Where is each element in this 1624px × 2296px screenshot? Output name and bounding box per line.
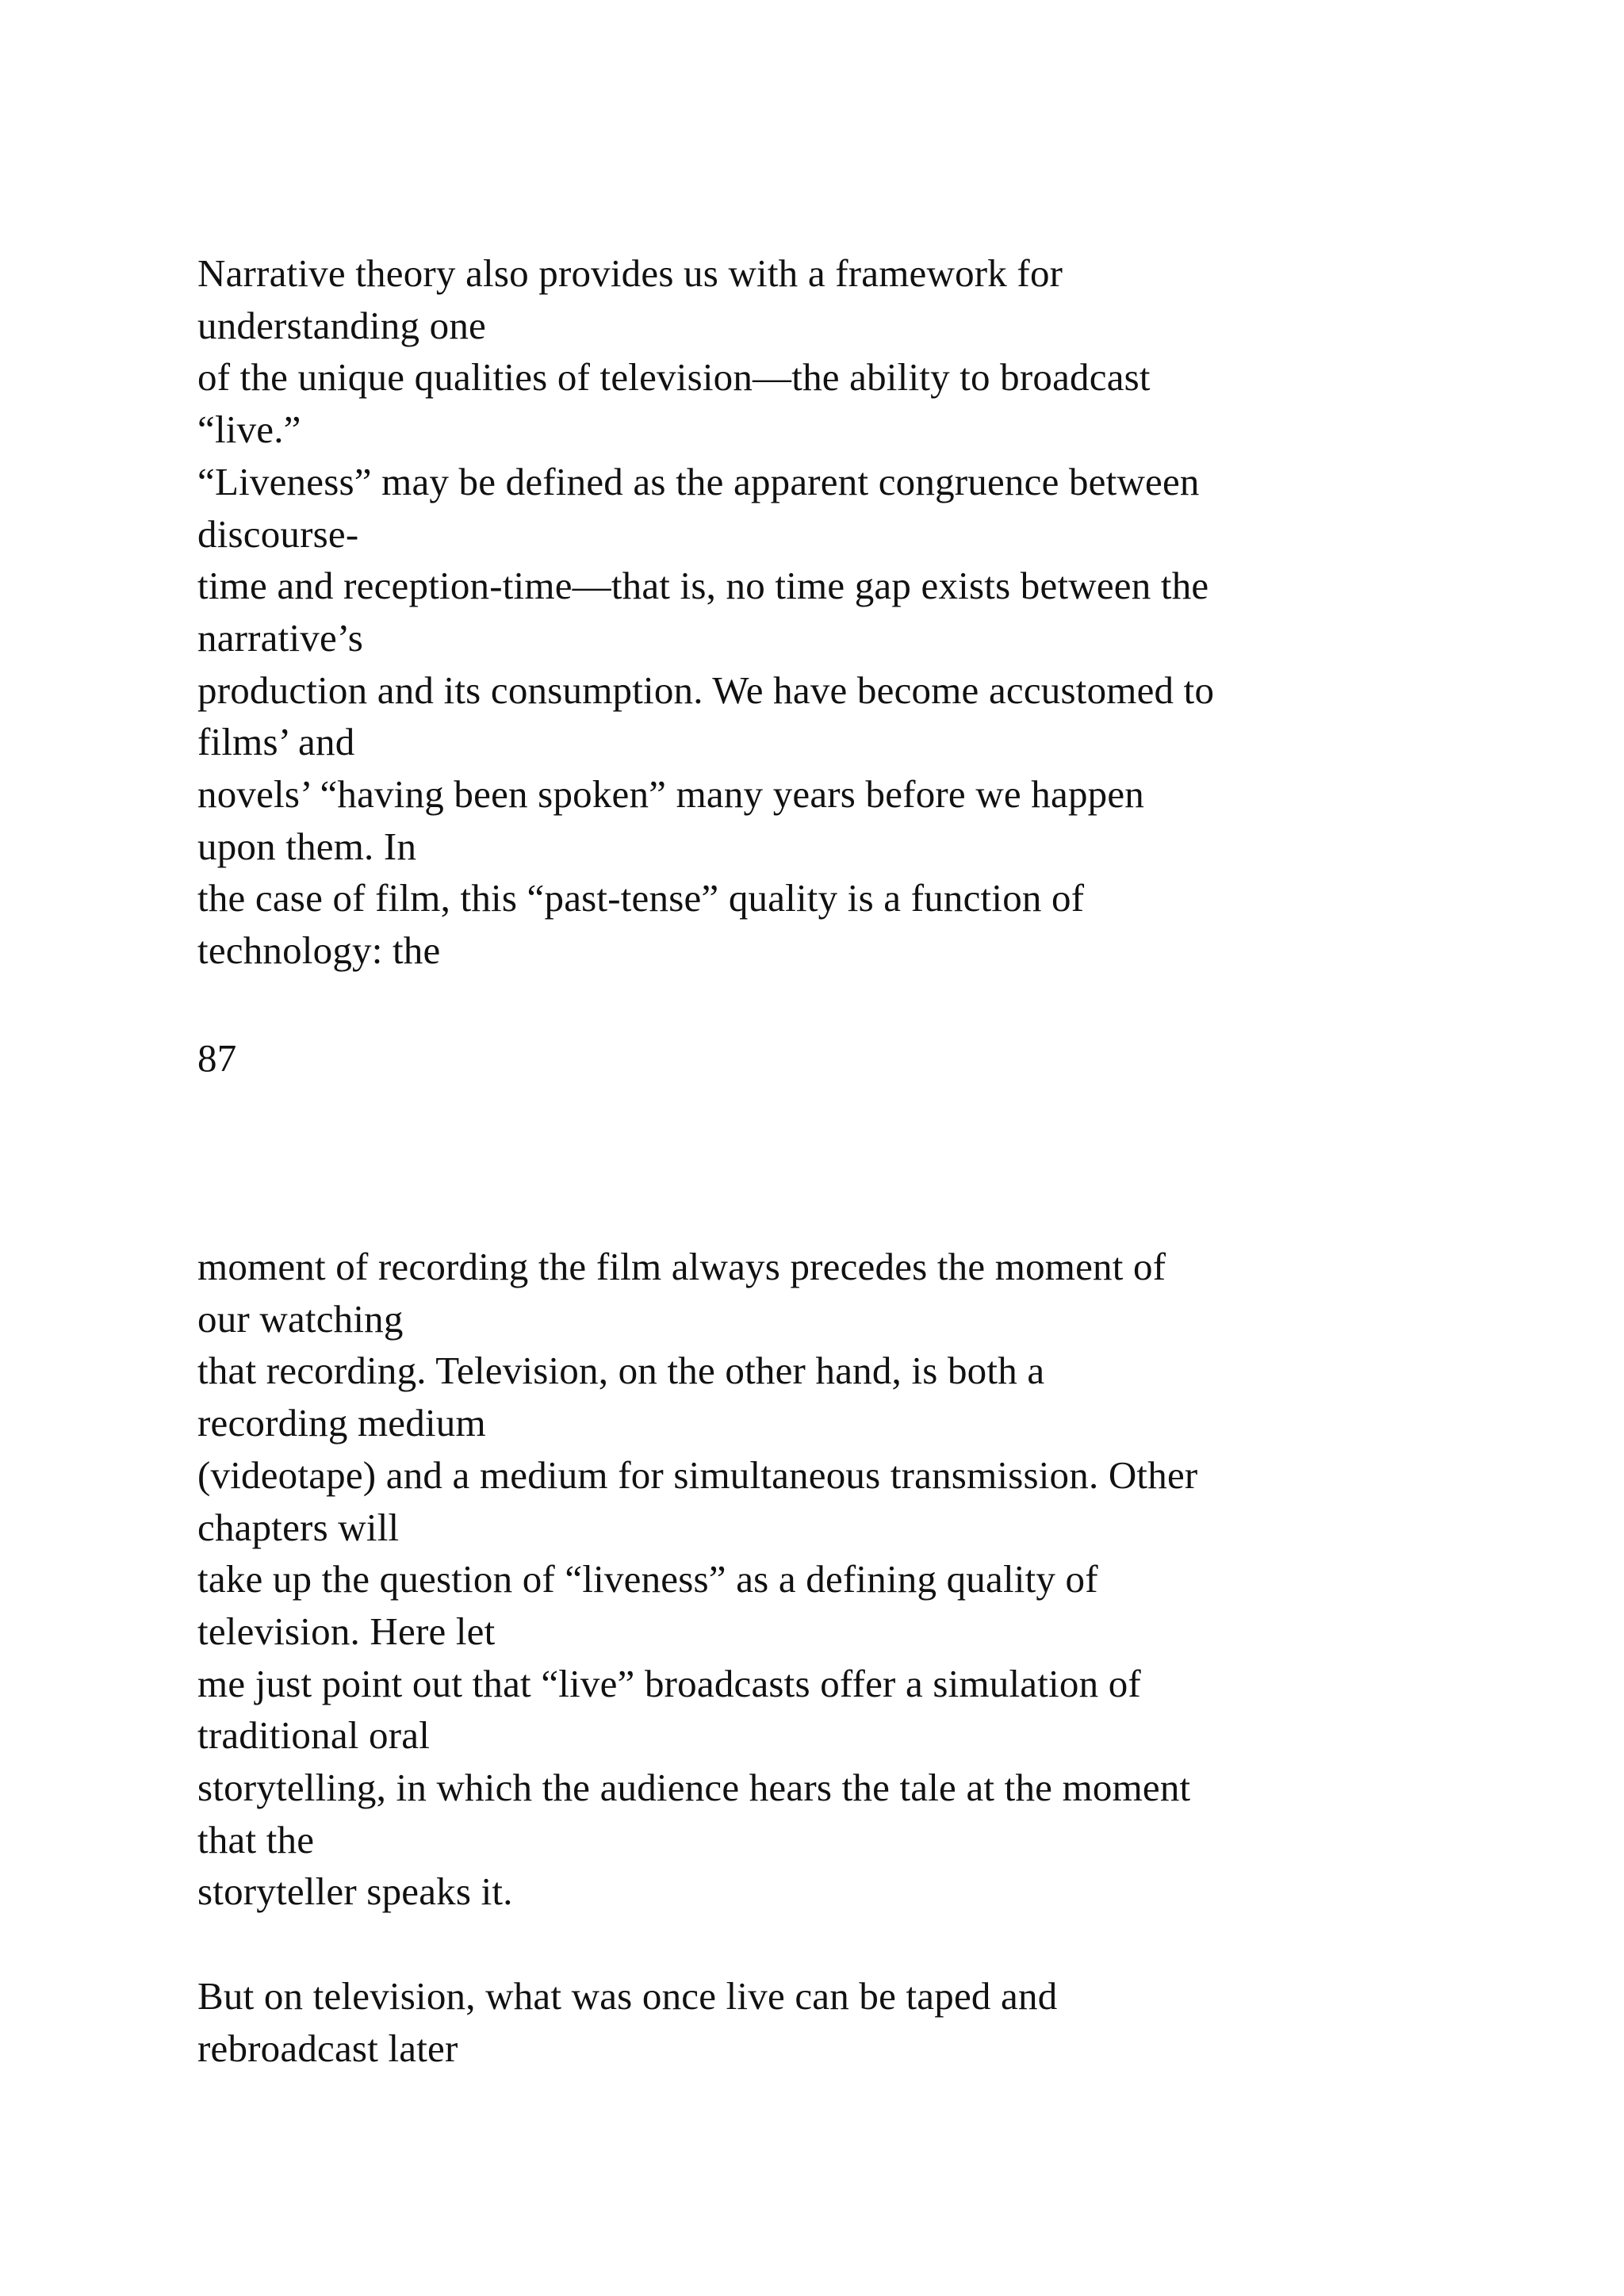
page-number-text: 87 [197, 1036, 237, 1080]
page-number [197, 1032, 1514, 1085]
text-line: storytelling, in which the audience hears the tale at the moment [197, 1766, 1191, 1810]
text-line: take up the question of “liveness” as a defining quality of [197, 1557, 1098, 1601]
text-line: narrative’s [197, 615, 363, 660]
text-line: traditional oral [197, 1713, 431, 1758]
paragraph-rebroadcast [197, 1970, 1514, 2074]
text-line: that recording. Television, on the other hand, is both a [197, 1349, 1045, 1393]
text-line: the case of film, this “past-tense” quality is a function of [197, 876, 1085, 920]
text-line: novels’ “having been spoken” many years before we happen [197, 772, 1144, 817]
paragraph-narrative-theory [197, 247, 1514, 977]
text-line: But on television, what was once live can be taped and [197, 1974, 1058, 2018]
text-line: understanding one [197, 303, 487, 347]
text-line: me just point out that “live” broadcasts offer a simulation of [197, 1661, 1141, 1705]
text-line: technology: the [197, 928, 441, 973]
text-line: recording medium [197, 1401, 486, 1445]
text-line: Narrative theory also provides us with a framework for [197, 251, 1063, 295]
text-line: chapters will [197, 1505, 400, 1549]
text-line: upon them. In [197, 824, 417, 868]
text-line: discourse- [197, 511, 359, 556]
text-line: television. Here let [197, 1609, 496, 1653]
text-line: our watching [197, 1296, 404, 1341]
text-line: production and its consumption. We have become accustomed to [197, 668, 1215, 712]
text-line: that the [197, 1817, 315, 1862]
text-line: moment of recording the film always precedes the moment of [197, 1245, 1166, 1288]
text-line: “Liveness” may be defined as the apparent congruence between [197, 459, 1200, 503]
text-line: time and reception-time—that is, no time gap exists between the [197, 564, 1209, 608]
text-line: rebroadcast later [197, 2026, 458, 2070]
text-line: of the unique qualities of television—the ability to broadcast [197, 355, 1151, 400]
paragraph-liveness [197, 1241, 1514, 1918]
text-line: films’ and [197, 720, 355, 764]
text-line: storyteller speaks it. [197, 1869, 513, 1914]
text-line: “live.” [197, 408, 301, 452]
text-line: (videotape) and a medium for simultaneous transmission. Other [197, 1452, 1198, 1497]
